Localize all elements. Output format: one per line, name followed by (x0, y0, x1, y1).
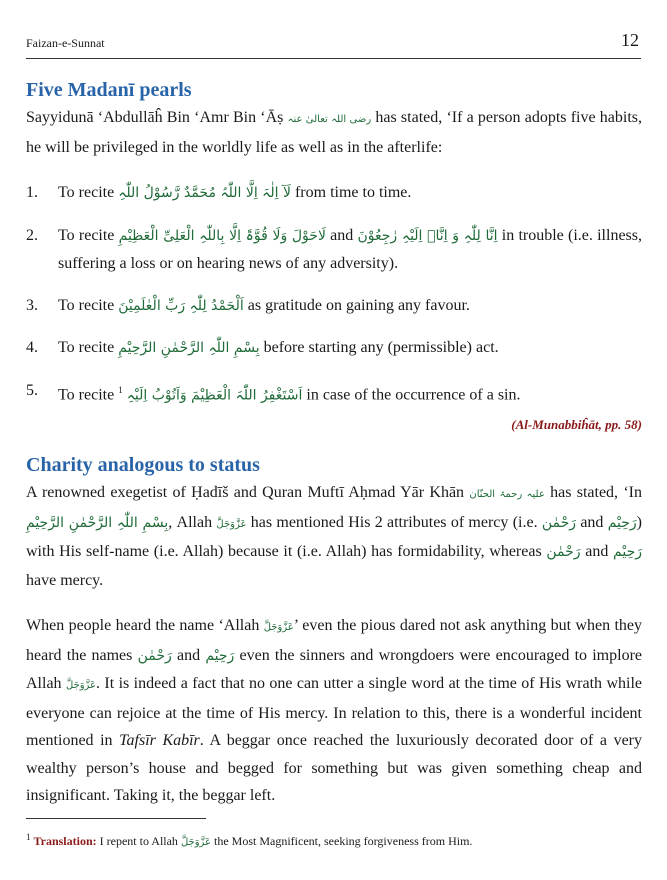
list-item: 4. To recite بِسْمِ اللّٰہِ الرَّحْمٰنِ الرَّحِیْمِ before starting any (permissible) act. (26, 339, 499, 356)
arabic-phrase: اَلْحَمْدُ لِلّٰہِ رَبِّ الْعٰلَمِیْنَ (118, 297, 244, 314)
page-number: 12 (621, 30, 639, 50)
list-item: 3. To recite اَلْحَمْدُ لِلّٰہِ رَبِّ الْعٰلَمِیْنَ as gratitude on gaining any favour. (26, 296, 470, 314)
list-item: 5. To recite $^1$ اَسْتَغْفِرُ اللّٰہَ الْعَظِیْمَ وَاَتُوْبُ اِلَیْہِ in case of the occurrence of a sin. (26, 381, 521, 403)
page-content (26, 76, 642, 810)
arabic-phrase: اَسْتَغْفِرُ اللّٰہَ الْعَظِیْمَ وَاَتُوْبُ اِلَیْہِ (126, 386, 303, 403)
paragraph: A renowned exegetist of Ḥadīš and Quran Muftī Aḥmad Yār Khān علیہ رحمۃ الحنّان has stated, ‘In بِسْمِ اللّٰہِ الرَّحْمٰنِ الرَّحِیْمِ, Allah عَزَّوَجَلَّ has mentioned His 2 attributes of mercy (i.e. رَحْمٰن and رَحِیْم) with His self-name (i.e. Allah) because it (i.e. Allah) has formidability, whereas رَحْمٰن and رَحِیْم have mercy. (26, 484, 643, 589)
footnote: $^1$ Translation: I repent to Allah عَزَّوَجَلَّ the Most Magnificent, seeking forgiveness from Him. (26, 818, 206, 851)
arabic-phrase: لَاحَوْلَ وَلَا قُوَّۃَ اِلَّا بِاللّٰہِ الْعَلِیِّ الْعَظِیْمِ (118, 227, 326, 244)
arabic-phrase: لَآ اِلٰہَ اِلَّا اللّٰہُ مُحَمَّدٌ رَّسُوْلُ اللّٰہِ (118, 185, 291, 201)
list-item: 1. To recite لَآ اِلٰہَ اِلَّا اللّٰہُ مُحَمَّدٌ رَّسُوْلُ اللّٰہِ from time to time. (26, 184, 412, 201)
book-title: Faizan-e-Sunnat (26, 36, 105, 50)
list-item: 2. To recite لَاحَوْلَ وَلَا قُوَّۃَ اِلَّا بِاللّٰہِ الْعَلِیِّ الْعَظِیْمِ and اِنَّا لِلّٰہِ وَ اِنَّاۤ اِلَیْہِ رٰجِعُوْنَ in trouble (i.e. illness, suffering a loss or on hearing news of any adversity). (26, 226, 642, 272)
arabic-phrase: اِنَّا لِلّٰہِ وَ اِنَّاۤ اِلَیْہِ رٰجِعُوْنَ (357, 227, 498, 244)
reference-citation: (Al-Munabbiĥāt, pp. 58) (511, 417, 642, 433)
book-title-reference: Tafsīr Kabīr (119, 732, 200, 750)
arabic-phrase: بِسْمِ اللّٰہِ الرَّحْمٰنِ الرَّحِیْمِ (118, 340, 260, 356)
section-heading-charity: Charity analogous to status (26, 454, 260, 477)
paragraph: When people heard the name ‘Allah عَزَّوَجَلَّ’ even the pious dared not ask anything but when they heard the names رَحْمٰن and رَحِیْم even the sinners and wrongdoers were encouraged to implore Allah عَزَّوَجَلَّ. It is indeed a fact that no one can utter a single word at the time of His wrath while everyone can rejoice at the time of His mercy. In relation to this, there is a wonderful incident mentioned in Tafsīr Kabīr. A beggar once reached the luxuriously decorated door of a very wealthy person’s house and begged for something but was given something cheap and insignificant. Taking it, the beggar left. (26, 617, 643, 805)
pearls-list (26, 179, 642, 409)
section-heading-five-pearls: Five Madanī pearls (26, 79, 192, 101)
intro-paragraph: Sayyidunā ‘Abdullāĥ Bin ‘Amr Bin ‘Āṣ رضی اللہ تعالیٰ عنہ has stated, ‘If a person adopts five habits, he will be privileged in the worldly life as well as in the afterlife: (26, 109, 642, 156)
footnote-marker[interactable]: 1 (118, 384, 123, 395)
honorific-arabic: رضی اللہ تعالیٰ عنہ (287, 114, 372, 125)
page-header (26, 28, 641, 59)
